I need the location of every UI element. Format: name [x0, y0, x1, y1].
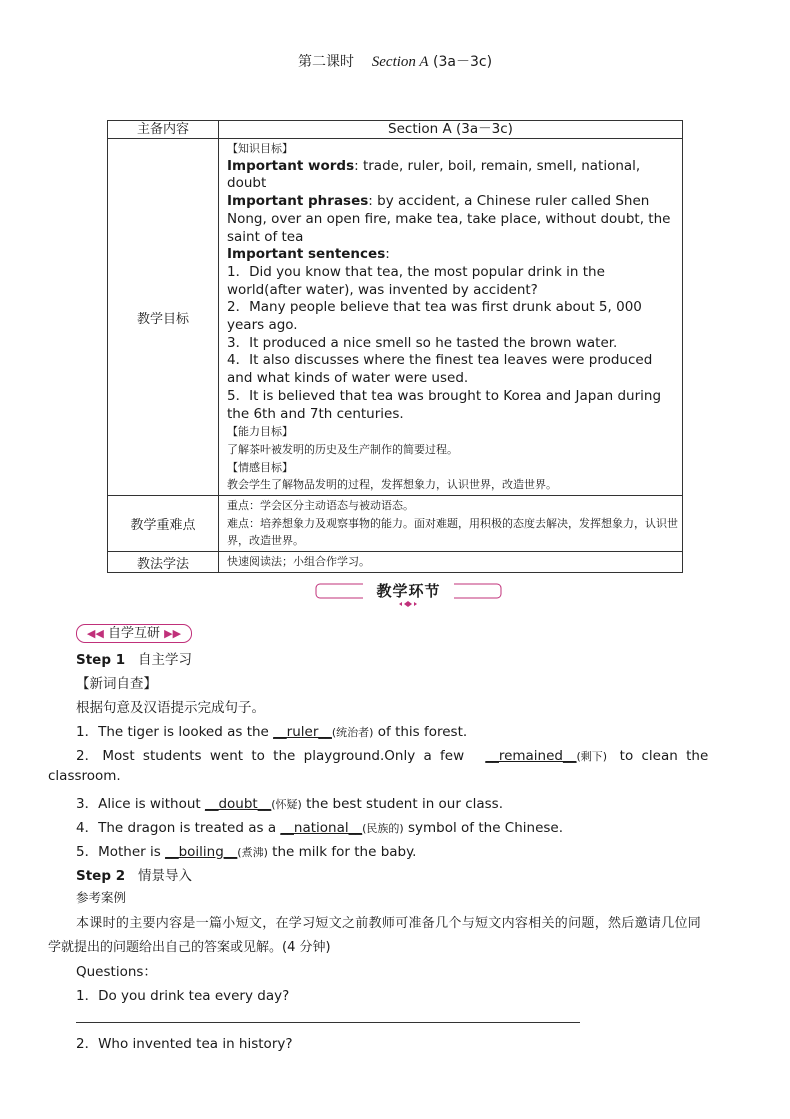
- step2-heading: [76, 864, 192, 884]
- emotion-heading: 【情感目标】: [227, 460, 293, 474]
- sentences-label: Important sentences: [227, 246, 386, 263]
- difficult-point: 难点：培养想象力及观察事物的能力。面对难题，用积极的态度去解决，发挥想象力，认识世界，改造世界。: [227, 516, 678, 548]
- step-title: 自主学习: [137, 652, 192, 668]
- answer-blank: __ruler__: [273, 724, 332, 740]
- item-text: Mother is: [98, 844, 166, 860]
- title-range: (3a－3c): [433, 54, 493, 70]
- item-number: 5．: [76, 844, 99, 860]
- step-label: Step 2: [76, 868, 126, 884]
- knowledge-heading: 【知识目标】: [227, 142, 293, 155]
- arrow-right-icon: ▶▶: [164, 627, 182, 640]
- sentence-item: 5．It is believed that tea was brought to Korea and Japan during the 6th and 7th centuries.: [227, 387, 662, 422]
- emotion-text: 教会学生了解物品发明的过程，发挥想象力，认识世界，改造世界。: [227, 478, 557, 492]
- chinese-hint: (怀疑): [271, 798, 302, 811]
- exercise-item: [76, 840, 416, 860]
- words-label: Important words: [227, 157, 355, 174]
- table-row: [108, 496, 683, 552]
- exercise-item: [76, 816, 563, 836]
- important-phrases: [227, 193, 678, 246]
- sentences-colon: :: [385, 246, 390, 263]
- answer-blank: __doubt__: [204, 796, 272, 812]
- words-text: : trade, ruler, boil, remain, smell, national, doubt: [227, 157, 641, 192]
- chinese-hint: (煮沸): [237, 846, 268, 859]
- phrases-label: Important phrases: [227, 193, 369, 210]
- answer-blank: __remained__: [485, 748, 577, 764]
- table-row: [108, 552, 683, 573]
- question-item: 1．Do you drink tea every day?: [76, 988, 290, 1004]
- item-text: Alice is without: [98, 796, 205, 812]
- item-text: symbol of the Chinese.: [403, 820, 564, 836]
- item-number: 4．: [76, 820, 99, 836]
- tag-label: 自学互研: [107, 626, 160, 641]
- step1-heading: [76, 648, 192, 668]
- row-content: Section A (3a－3c): [219, 121, 683, 139]
- item-continuation: classroom.: [48, 768, 121, 784]
- teaching-goals: [219, 139, 683, 496]
- row-label: 教法学法: [108, 552, 219, 573]
- banner-title: 教学环节: [376, 582, 441, 600]
- self-study-tag: [76, 624, 192, 643]
- chinese-hint: (剩下): [576, 750, 608, 763]
- row-label: 教学目标: [108, 139, 219, 496]
- lesson-plan-table: [107, 120, 683, 573]
- answer-blank: __boiling__: [165, 844, 238, 860]
- ability-text: 了解茶叶被发明的历史及生产制作的简要过程。: [227, 442, 458, 456]
- item-text: of this forest.: [373, 724, 468, 740]
- table-row: [108, 139, 683, 496]
- answer-line[interactable]: [76, 1022, 580, 1023]
- important-sentences-heading: [227, 246, 678, 264]
- sentence-item: 4．It also discusses where the finest tea leaves were produced and what kinds of water were used.: [227, 352, 653, 387]
- paragraph-line: 本课时的主要内容是一篇小短文，在学习短文之前教师可准备几个与短文内容相关的问题，然后邀请几位同: [76, 916, 702, 931]
- row-label: 主备内容: [108, 121, 219, 139]
- step-title: 情景导入: [137, 868, 192, 884]
- item-text: to clean the: [611, 748, 709, 764]
- question-item: 2．Who invented tea in history?: [76, 1036, 293, 1052]
- methods-text: 快速阅读法；小组合作学习。: [227, 555, 370, 569]
- section-banner: [313, 578, 504, 608]
- reference-case: 参考案例: [76, 890, 127, 905]
- sentence-item: 3．It produced a nice smell so he tasted the brown water.: [227, 334, 618, 351]
- instruction: 根据句意及汉语提示完成句子。: [76, 700, 265, 716]
- answer-blank: __national__: [280, 820, 363, 836]
- item-text: the best student in our class.: [301, 796, 504, 812]
- sentence-item: 1．Did you know that tea, the most popular drink in the world(after water), was invented by accident?: [227, 263, 605, 298]
- exercise-item: [76, 720, 467, 740]
- key-point: 重点：学会区分主动语态与被动语态。: [227, 499, 414, 513]
- sentence-item: 2．Many people believe that tea was first drunk about 5, 000 years ago.: [227, 299, 642, 334]
- item-text: The dragon is treated as a: [98, 820, 281, 836]
- item-text: The tiger is looked as the: [98, 724, 274, 740]
- chinese-hint: (统治者): [331, 726, 374, 739]
- chinese-hint: (民族的): [362, 822, 404, 835]
- exercise-item: [76, 792, 503, 812]
- row-label: 教学重难点: [108, 496, 219, 552]
- key-points: [219, 496, 683, 552]
- exercise-item: [76, 744, 742, 764]
- item-number: 1．: [76, 724, 99, 740]
- title-en: Section A: [371, 54, 429, 70]
- methods: [219, 552, 683, 573]
- paragraph-line: 学就提出的问题给出自己的答案或见解。(4 分钟): [48, 940, 331, 955]
- important-words: [227, 158, 678, 193]
- title-cn: 第二课时: [297, 54, 354, 70]
- table-row: [108, 121, 683, 139]
- questions-label: Questions：: [76, 964, 157, 980]
- item-number: 3．: [76, 796, 99, 812]
- new-words-heading: 【新词自查】: [76, 676, 157, 692]
- item-text: Most students went to the playground.Only a few: [102, 748, 473, 764]
- phrases-text: : by accident, a Chinese ruler called Shen Nong, over an open fire, make tea, take place, without doubt, the saint of tea: [227, 193, 671, 245]
- ability-heading: 【能力目标】: [227, 425, 293, 439]
- page-title: [0, 51, 790, 71]
- item-text: the milk for the baby.: [267, 844, 417, 860]
- item-number: 2．: [76, 748, 99, 764]
- step-label: Step 1: [76, 652, 126, 668]
- arrow-left-icon: ◀◀: [86, 627, 104, 640]
